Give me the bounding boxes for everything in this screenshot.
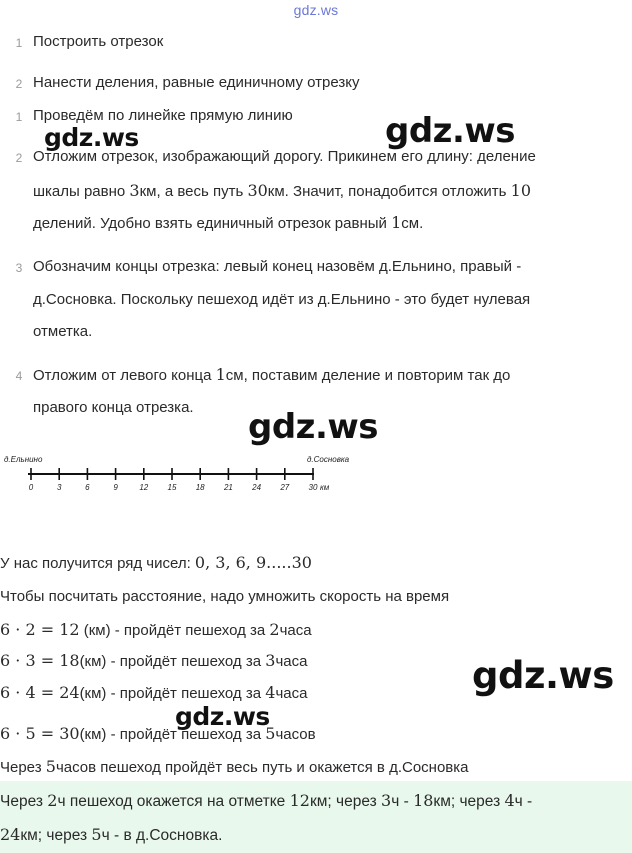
step-text-line: делений. Удобно взять единичный отрезок равный 1см.	[33, 213, 424, 232]
conclusion: Через 5часов пешеход пройдёт весь путь и окажется в д.Сосновка	[0, 757, 469, 776]
scale-tick-label: 24	[252, 483, 262, 492]
watermark-top: gdz.ws	[293, 2, 339, 18]
scale-left-label: д.Ельнино	[4, 455, 43, 464]
scale-tick-label: 21	[223, 483, 233, 492]
scale-tick-label: 12	[139, 483, 149, 492]
watermark: gdz.ws	[385, 111, 516, 151]
scale-ticks	[29, 468, 318, 492]
answer-line-2: 24км; через 5ч - в д.Сосновка.	[0, 825, 223, 844]
step-number: 1	[15, 110, 23, 124]
watermark: gdz.ws	[472, 654, 614, 697]
equation-row: 6 · 5 = 30(км) - пройдёт пешеход за 5часов	[0, 724, 316, 743]
plan-item-number: 2	[15, 77, 23, 91]
equation-row: 6 · 3 = 18(км) - пройдёт пешеход за 3часа	[0, 651, 308, 670]
scale-right-label: д.Сосновка	[307, 455, 350, 464]
scale-tick-label: 6	[85, 483, 90, 492]
step-text-line: Отложим отрезок, изображающий дорогу. Прикинем его длину: деление	[33, 148, 536, 165]
number-series: У нас получится ряд чисел: 0, 3, 6, 9.....30	[0, 553, 312, 572]
step-text-line: шкалы равно 3км, а весь путь 30км. Значит, понадобится отложить 10	[33, 181, 532, 200]
step-text-line: Отложим от левого конца 1см, поставим деление и повторим так до	[33, 365, 511, 384]
plan-item-text: Нанести деления, равные единичному отрезку	[33, 74, 360, 91]
scale-tick-label: 3	[56, 483, 62, 492]
scale-tick-label: 30	[308, 483, 318, 492]
scale-tick-label: 0	[28, 483, 34, 492]
step-text-line: д.Сосновка. Поскольку пешеход идёт из д.Ельнино - это будет нулевая	[33, 291, 531, 308]
equation-row: 6 · 4 = 24(км) - пройдёт пешеход за 4часа	[0, 683, 308, 702]
step-text: Проведём по линейке прямую линию	[33, 107, 293, 124]
answer-line-1: Через 2ч пешеход окажется на отметке 12км; через 3ч - 18км; через 4ч -	[0, 791, 533, 810]
equation-row: 6 · 2 = 12 (км) - пройдёт пешеход за 2часа	[0, 620, 312, 639]
step-number: 3	[15, 261, 23, 275]
scale-tick-label: 18	[195, 483, 205, 492]
step-text-line: Обозначим концы отрезка: левый конец назовём д.Ельнино, правый -	[33, 258, 522, 275]
scale-tick-label: 9	[113, 483, 118, 492]
scale-unit: км	[320, 483, 330, 492]
plan-item-number: 1	[15, 36, 23, 50]
watermark: gdz.ws	[175, 702, 270, 731]
watermark: gdz.ws	[248, 407, 379, 447]
scale-tick-label: 27	[280, 483, 290, 492]
scale-tick-label: 15	[167, 483, 177, 492]
step-text-line: отметка.	[33, 323, 93, 340]
plan-item-text: Построить отрезок	[33, 33, 164, 50]
step-number: 2	[15, 151, 23, 165]
explanation: Чтобы посчитать расстояние, надо умножить скорость на время	[0, 588, 450, 605]
distance-scale	[0, 450, 380, 500]
step-text-line: правого конца отрезка.	[33, 399, 194, 416]
step-number: 4	[15, 369, 23, 383]
watermark: gdz.ws	[44, 123, 139, 152]
